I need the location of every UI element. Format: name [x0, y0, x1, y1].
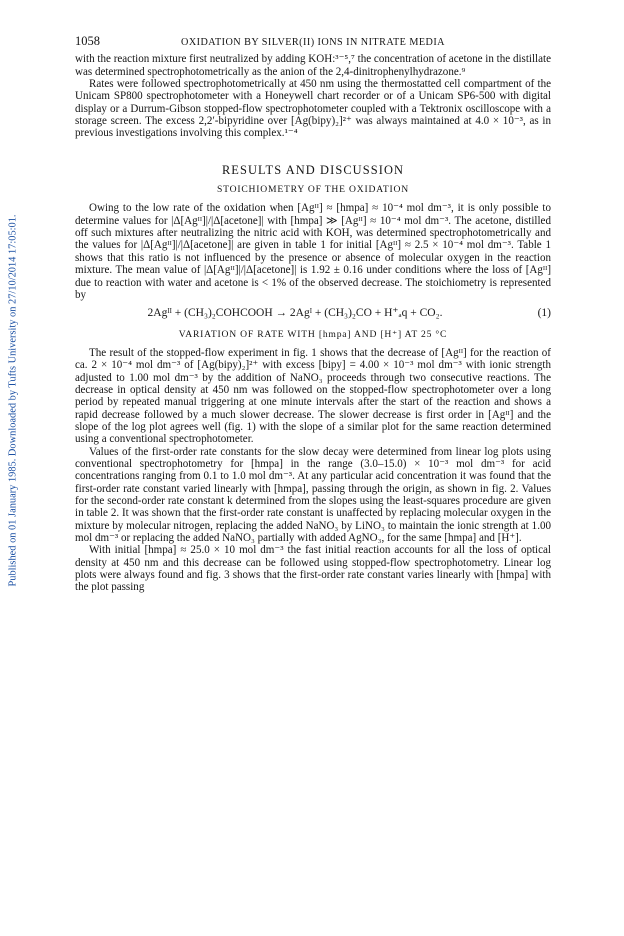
- page-number: 1058: [75, 34, 100, 48]
- section-heading: RESULTS AND DISCUSSION: [221, 162, 405, 177]
- running-title: OXIDATION BY SILVER(II) IONS IN NITRATE MEDIA: [181, 37, 445, 48]
- paragraph-intro-1: with the reaction mixture first neutralized by adding KOH:³⁻⁵,⁷ the concentration of acetone in the distillate was determined spectrophotometrically as the anion of the 2,4-dinitrophenylhydrazone.⁹: [75, 53, 551, 78]
- paragraph-intro-2: Rates were followed spectrophotometrically at 450 nm using the thermostatted cell compartment of the Unicam SP800 spectrophotometer with a Honeywell chart recorder or of a Unicam SP6-500 with digital display or a Durrum-Gibson stopped-flow spectrophotometer coupled with a Tektronix oscilloscope with a storage screen. The excess 2,2′-bipyridine over [Ag(bipy)₂]²⁺ was always maintained at 4.0 × 10⁻³, as in previous investigations involving this complex.¹⁻⁴: [75, 78, 551, 140]
- paragraph-rate-2: Values of the first-order rate constants for the slow decay were determined from linear log plots using conventional spectrophotometry for [hmpa] in the range (3.0–15.0) × 10⁻³ mol dm⁻³ for acid concentrations ranging from 0.1 to 1.0 mol dm⁻³. At any particular acid concentration it was found that the first-order rate constant varied linearly with [hmpa], passing through the origin, as shown in fig. 2. Values for the second-order rate constant k determined from the slopes using the least-squares procedure are given in table 2. It was shown that the first-order rate constant is unaffected by replacing molecular oxygen in the mixture by molecular nitrogen, replacing the added NaNO₃ by LiNO₃ to maintain the ionic strength at 1.00 mol dm⁻³ or replacing the added NaNO₃ partially with added AgNO₃, for the same [hmpa] and [H⁺].: [75, 445, 551, 545]
- subheading-rate-variation: VARIATION OF RATE WITH [hmpa] AND [H⁺] AT 25 °C: [178, 328, 448, 340]
- paragraph-stoichiometry: Owing to the low rate of the oxidation when [Agᴵᴵ] ≈ [hmpa] ≈ 10⁻⁴ mol dm⁻³, it is only possible to determine values for |Δ[Agᴵᴵ]|/|Δ[acetone]| with [hmpa] ≫ [Agᴵᴵ] ≈ 10⁻⁴ mol dm⁻³. The acetone, distilled off such mixtures after neutralizing the nitric acid with KOH, was determined spectrophotometrically and the values for |Δ[Agᴵᴵ]|/|Δ[acetone]| are given in table 1 for initial [Agᴵᴵ] ≈ 2.5 × 10⁻⁴ mol dm⁻³. Table 1 shows that this ratio is not influenced by the presence or absence of molecular oxygen in the reaction mixture. The mean value of |Δ[Agᴵᴵ]|/|Δ[acetone]| is 1.92 ± 0.16 under conditions where the loss of [Agᴵᴵ] due to reaction with water and acetone is < 1% of the observed decrease. The stoichiometry is represented by: [75, 202, 551, 301]
- equation-number: (1): [537, 307, 551, 320]
- publication-sidebar-text: Published on 01 January 1985. Downloaded by Tufts University on 27/10/2014 17:05:01.: [7, 213, 19, 587]
- equation-text: 2Agᴵᴵ + (CH₃)₂COHCOOH → 2Agᴵ + (CH₃)₂CO + H⁺ₐq + CO₂.: [147, 307, 443, 320]
- running-header: [75, 35, 551, 49]
- paragraph-rate-1: The result of the stopped-flow experiment in fig. 1 shows that the decrease of [Agᴵᴵ] for the reaction of ca. 2 × 10⁻⁴ mol dm⁻³ of [Ag(bipy)₂]²⁺ with excess [bipy] = 4.00 × 10⁻³ mol dm⁻³ with ionic strength adjusted to 1.00 mol dm⁻³ by the addition of NaNO₃ proceeds through two consecutive reactions. The decrease in optical density at 450 nm was followed on the stopped-flow spectrophotometer over a long period by repeated manual triggering at one minute intervals after the start of the reaction and shows a rapid decrease followed by a much slower decrease. The slower decrease is first order in [Agᴵᴵ] and the slope of the log plot agrees well (fig. 1) with the slope of a similar plot for the same reaction determined using a conventional spectrophotometer.: [75, 346, 551, 446]
- equation-1: [75, 307, 551, 319]
- page-content: [75, 35, 551, 594]
- subheading-stoichiometry: STOICHIOMETRY OF THE OXIDATION: [217, 184, 409, 196]
- paragraph-rate-3: With initial [hmpa] ≈ 25.0 × 10 mol dm⁻³ the fast initial reaction accounts for all the loss of optical density at 450 nm and this decrease can be followed using stopped-flow spectrophotometry. Linear log plots were always found and fig. 3 shows that the first-order rate constant varies linearly with [hmpa] with the plot passing: [75, 544, 551, 594]
- publication-sidebar: [4, 130, 22, 670]
